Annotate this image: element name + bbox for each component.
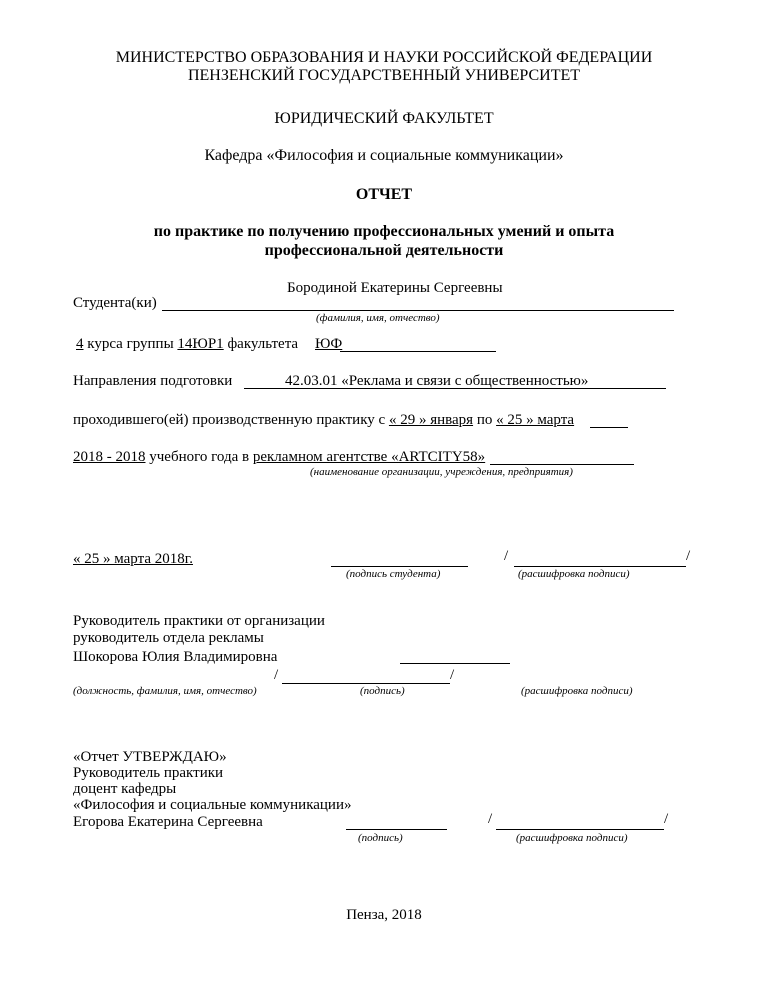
direction-label: Направления подготовки: [73, 373, 233, 389]
approval-decoding-caption: (расшифровка подписи): [516, 832, 628, 844]
org-supervisor-name: Шокорова Юлия Владимировна: [73, 649, 278, 665]
city-year: Пенза, 2018: [346, 907, 422, 923]
practice-line: [73, 413, 574, 428]
student-sign-caption: (подпись студента): [346, 568, 441, 580]
org-signature-line: [400, 663, 510, 664]
report-title: ОТЧЕТ: [355, 186, 413, 203]
ministry-heading: МИНИСТЕРСТВО ОБРАЗОВАНИЯ И НАУКИ РОССИЙСКОЙ ФЕДЕРАЦИИ: [115, 49, 653, 66]
approval-line4: «Философия и социальные коммуникации»: [73, 797, 352, 813]
faculty-text: факультета: [227, 336, 299, 352]
org-supervisor-line2: руководитель отдела рекламы: [73, 630, 264, 646]
student-label: Студента(ки): [73, 295, 157, 311]
practice-to-word: по: [476, 412, 493, 428]
university-heading: ПЕНЗЕНСКИЙ ГОСУДАРСТВЕННЫЙ УНИВЕРСИТЕТ: [187, 67, 581, 84]
approval-sign-caption: (подпись): [358, 832, 403, 844]
signature-date: « 25 » марта 2018г.: [73, 551, 193, 567]
academic-years: 2018 - 2018: [73, 449, 146, 465]
group-number: 14ЮР1: [177, 336, 224, 352]
student-decoding-caption: (расшифровка подписи): [518, 568, 630, 580]
student-signature-line: [331, 566, 468, 567]
course-text: курса группы: [87, 336, 174, 352]
approval-slash-right: /: [664, 811, 669, 827]
approval-decoding-line: [496, 829, 664, 830]
practice-to-date: « 25 » марта: [496, 412, 575, 428]
report-subtitle-line2: профессиональной деятельности: [264, 242, 504, 259]
approval-name: Егорова Екатерина Сергеевна: [73, 814, 263, 830]
approval-slash-left: /: [488, 811, 493, 827]
student-slash-right: /: [686, 548, 691, 564]
org-decoding-line: [282, 683, 450, 684]
approval-line2: Руководитель практики: [73, 765, 224, 781]
faculty-underline: [340, 351, 496, 352]
approval-line3: доцент кафедры: [73, 781, 177, 797]
approval-line1: «Отчет УТВЕРЖДАЮ»: [73, 749, 227, 765]
org-decoding-caption: (расшифровка подписи): [521, 685, 633, 697]
student-name-caption: (фамилия, имя, отчество): [316, 312, 440, 324]
practice-text: проходившего(ей) производственную практику с: [73, 412, 386, 428]
organization-caption: (наименование организации, учреждения, предприятия): [310, 466, 573, 478]
org-sign-caption: (подпись): [360, 685, 405, 697]
organization-underline: [490, 464, 634, 465]
org-position-caption: (должность, фамилия, имя, отчество): [73, 685, 257, 697]
practice-from-date: « 29 » января: [388, 412, 474, 428]
course-line: [76, 337, 298, 352]
org-supervisor-line1: Руководитель практики от организации: [73, 613, 325, 629]
year-text: учебного года в: [149, 449, 250, 465]
approval-signature-line: [346, 829, 447, 830]
student-decoding-line: [514, 566, 686, 567]
department-heading: Кафедра «Философия и социальные коммуникации»: [204, 147, 564, 164]
student-name-underline: [162, 310, 674, 311]
report-subtitle-line1: по практике по получению профессиональных умений и опыта: [153, 223, 615, 240]
org-slash-right: /: [450, 667, 455, 683]
organization-name: рекламном агентстве «ARTCITY58»: [252, 449, 486, 465]
year-org-line: [73, 450, 485, 465]
course-number: 4: [76, 336, 84, 352]
org-slash-left: /: [274, 667, 279, 683]
faculty-heading: ЮРИДИЧЕСКИЙ ФАКУЛЬТЕТ: [274, 110, 494, 127]
student-slash-left: /: [504, 548, 509, 564]
faculty-value: ЮФ: [315, 336, 343, 352]
student-name: Бородиной Екатерины Сергеевны: [287, 280, 503, 296]
direction-value: 42.03.01 «Реклама и связи с общественностью»: [285, 373, 589, 389]
practice-end-underline: [590, 427, 628, 428]
